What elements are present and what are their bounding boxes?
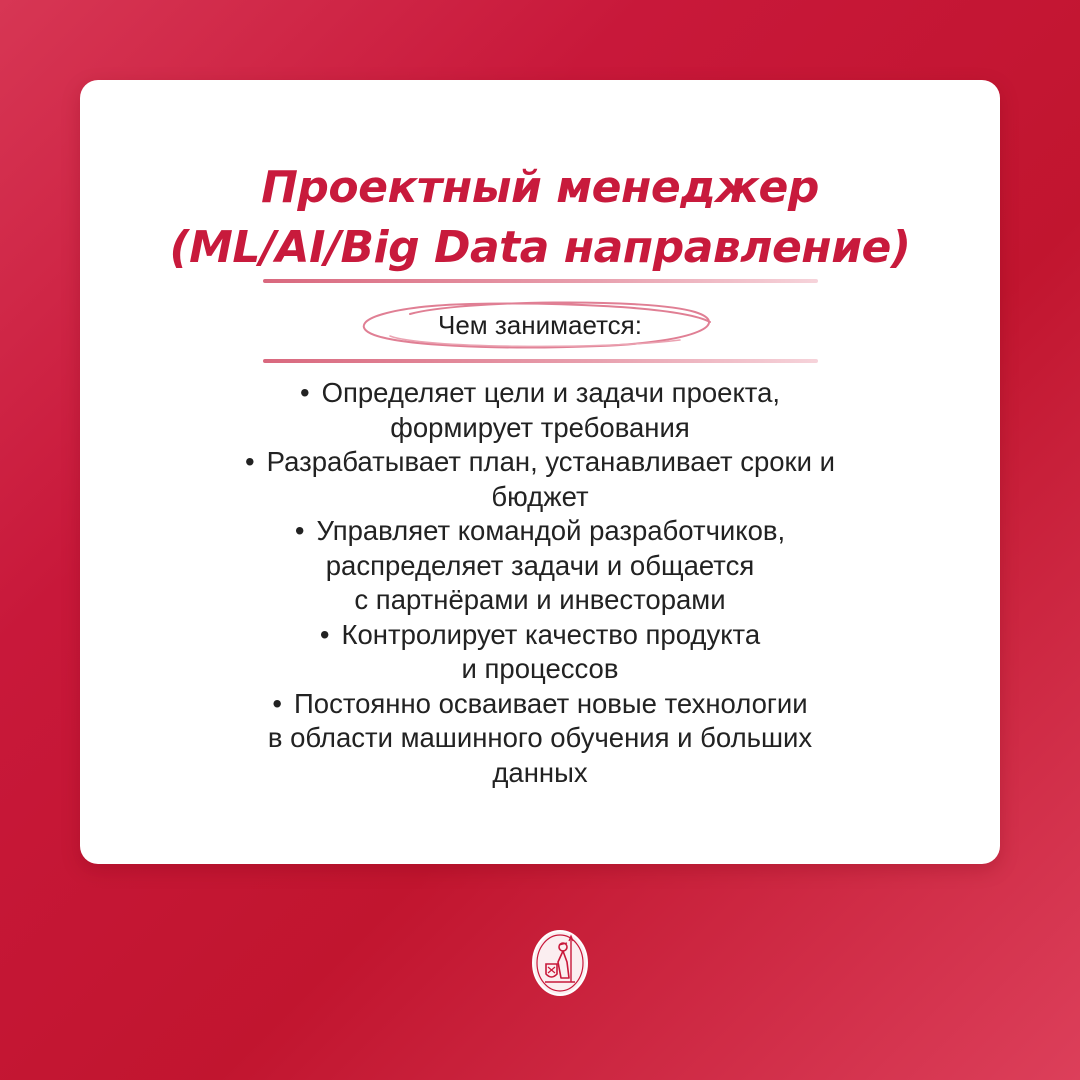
list-item: • Разрабатывает план, устанавливает сроки и бюджет <box>245 446 835 512</box>
page-title <box>80 158 1000 278</box>
content-card <box>80 80 1000 864</box>
title-line-2: (ML/AI/Big Data направление) <box>169 222 911 273</box>
bullet: • <box>272 687 283 719</box>
bullet: • <box>245 446 255 477</box>
list-item: • Постоянно осваивает новые технологии в области машинного обучения и больших данных <box>267 687 813 788</box>
divider-bottom <box>263 359 818 363</box>
university-emblem-icon <box>530 928 590 998</box>
duties-list <box>140 376 940 790</box>
list-item: • Контролирует качество продукта и процессов <box>319 618 761 684</box>
title-line-1: Проектный менеджер <box>261 162 819 213</box>
list-item: • Управляет командой разработчиков, распределяет задачи и общается с партнёрами и инвесторами <box>294 515 786 615</box>
divider-top <box>263 279 818 283</box>
subtitle-group <box>350 296 730 352</box>
bullet: • <box>299 377 310 408</box>
bullet: • <box>294 515 305 546</box>
subtitle: Чем занимается: <box>437 310 642 340</box>
bullet: • <box>319 618 330 650</box>
list-item: • Определяет цели и задачи проекта, формирует требования <box>299 377 781 443</box>
